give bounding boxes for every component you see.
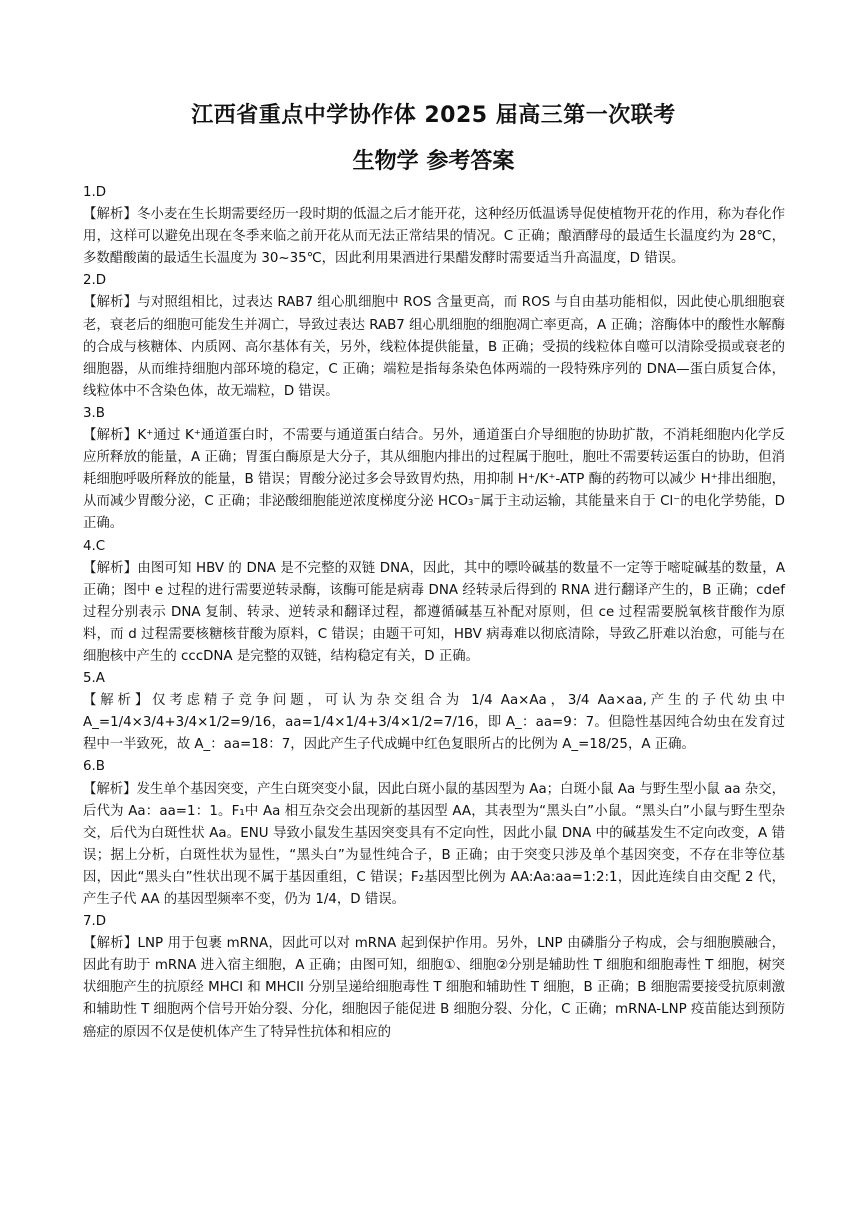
analysis-text xyxy=(83,292,785,402)
answer-item xyxy=(83,403,785,536)
analysis-text xyxy=(83,558,785,668)
analysis-text xyxy=(83,204,785,270)
answer-number: 5.A xyxy=(83,671,105,687)
analysis-label: 【解析】 xyxy=(83,781,137,797)
document-subtitle: 生物学 参考答案 xyxy=(352,149,515,174)
analysis-label: 【解析】 xyxy=(83,207,138,223)
answer-item xyxy=(83,536,785,669)
analysis-body: 由图可知 HBV 的 DNA 是不完整的双链 DNA，因此，其中的嘌呤碱基的数量不一定等于嘧啶碱基的数量，A 正确；图中 e 过程的进行需要逆转录酶，该酶可能是病毒 DNA 经转录后得到的 RNA 进行翻译产生的，B 正确；cdef 过程分别表示 DNA 复制、转录、逆转录和翻译过程，都遵循碱基互补配对原则，但 ce 过程需要脱氧核苷酸作为原料，而 d 过程需要核糖核苷酸为原料，C 错误；由题干可知，HBV 病毒难以彻底清除，导致乙肝难以治愈，可能与在细胞核中产生的 cccDNA 是完整的双链，结构稳定有关，D 正确。 xyxy=(83,560,785,664)
analysis-label: 【解析】 xyxy=(83,560,138,576)
answer-item xyxy=(83,182,785,270)
analysis-text xyxy=(83,933,785,1043)
answer-item xyxy=(83,270,785,403)
analysis-text xyxy=(83,425,785,535)
analysis-label: 【解析】 xyxy=(83,693,153,709)
analysis-text xyxy=(83,690,785,756)
answer-number: 2.D xyxy=(83,273,107,289)
answer-item xyxy=(83,911,785,1044)
analysis-body: 与对照组相比，过表达 RAB7 组心肌细胞中 ROS 含量更高，而 ROS 与自由基功能相似，因此使心肌细胞衰老，衰老后的细胞可能发生并凋亡，导致过表达 RAB7 组心肌细胞的细胞凋亡率更高，A 正确；溶酶体中的酸性水解酶的合成与核糖体、内质网、高尔基体有关，另外，线粒体提供能量，B 正确；受损的线粒体自噬可以清除受损或衰老的细胞器，从而维持细胞内部环境的稳定，C 正确；端粒是指每条染色体两端的一段特殊序列的 DNA—蛋白质复合体，线粒体中不含染色体，故无端粒，D 错误。 xyxy=(83,295,785,399)
answer-number: 1.D xyxy=(83,185,107,200)
answer-number: 3.B xyxy=(83,405,105,421)
analysis-text xyxy=(83,779,785,912)
analysis-label: 【解析】 xyxy=(83,428,138,444)
answer-number: 4.C xyxy=(83,538,106,554)
analysis-body: K⁺通过 K⁺通道蛋白时，不需要与通道蛋白结合。另外，通道蛋白介导细胞的协助扩散，不消耗细胞内化学反应所释放的能量，A 正确；胃蛋白酶原是大分子，其从细胞内排出的过程属于胞吐，胞吐不需要转运蛋白的协助，但消耗细胞呼吸所释放的能量，B 错误；胃酸分泌过多会导致胃灼热，用抑制 H⁺/K⁺-ATP 酶的药物可以减少 H⁺排出细胞，从而减少胃酸分泌，C 正确；非泌酸细胞能逆浓度梯度分泌 HCO₃⁻属于主动运输，其能量来自于 Cl⁻的电化学势能，D 正确。 xyxy=(83,428,786,532)
answer-item xyxy=(83,756,785,911)
answer-item xyxy=(83,668,785,756)
analysis-body: 发生单个基因突变，产生白斑突变小鼠，因此白斑小鼠的基因型为 Aa；白斑小鼠 Aa 与野生型小鼠 aa 杂交，后代为 Aa：aa=1：1。F₁中 Aa 相互杂交会出现新的基因型 AA，其表型为“黑头白”小鼠。“黑头白”小鼠与野生型杂交，后代为白斑性状 Aa。ENU 导致小鼠发生基因突变具有不定向性，因此小鼠 DNA 中的碱基发生不定向改变，A 错误；据上分析，白斑性状为显性，“黑头白”为显性纯合子，B 正确；由于突变只涉及单个基因突变，不存在非等位基因，因此“黑头白”性状出现不属于基因重组，C 错误；F₂基因型比例为 AA:Aa:aa=1:2:1，因此连续自由交配 2 代，产生子代 AA 的基因型频率不变，仍为 1/4，D 错误。 xyxy=(83,781,785,907)
answer-number: 7.D xyxy=(83,914,107,930)
analysis-body: LNP 用于包裹 mRNA，因此可以对 mRNA 起到保护作用。另外，LNP 由磷脂分子构成，会与细胞膜融合，因此有助于 mRNA 进入宿主细胞，A 正确；由图可知，细胞①、细胞②分别是辅助性 T 细胞和细胞毒性 T 细胞，树突状细胞产生的抗原经 MHCI 和 MHCII 分别呈递给细胞毒性 T 细胞和辅助性 T 细胞，B 正确；B 细胞需要接受抗原刺激和辅助性 T 细胞两个信号开始分裂、分化，细胞因子能促进 B 细胞分裂、分化，C 正确；mRNA-LNP 疫苗能达到预防癌症的原因不仅是使机体产生了特异性抗体和相应的 xyxy=(83,936,786,1040)
analysis-body: 冬小麦在生长期需要经历一段时期的低温之后才能开花，这种经历低温诱导促使植物开花的作用，称为春化作用，这样可以避免出现在冬季来临之前开花从而无法正常结果的情况。C 正确；酿酒酵母的最适生长温度约为 28℃，多数醋酸菌的最适生长温度为 30~35℃，因此利用果酒进行果醋发酵时需要适当升高温度，D 错误。 xyxy=(83,207,786,267)
answer-number: 6.B xyxy=(83,759,105,775)
analysis-label: 【解析】 xyxy=(83,936,138,952)
document-title: 江西省重点中学协作体 2025 届高三第一次联考 xyxy=(191,103,676,128)
analysis-body: 仅考虑精子竞争问题，可认为杂交组合为 1/4 Aa×Aa，3/4 Aa×aa,产生的子代幼虫中 A_=1/4×3/4+3/4×1/2=9/16，aa=1/4×1/4+3/4×1/2=7/16，即 A_：aa=9：7。但隐性基因纯合幼虫在发育过程中一半致死，故 A_：aa=18：7，因此产生子代成蝇中红色复眼所占的比例为 A_=18/25，A 正确。 xyxy=(83,693,786,753)
answer-list xyxy=(83,182,785,1044)
analysis-label: 【解析】 xyxy=(83,295,138,311)
